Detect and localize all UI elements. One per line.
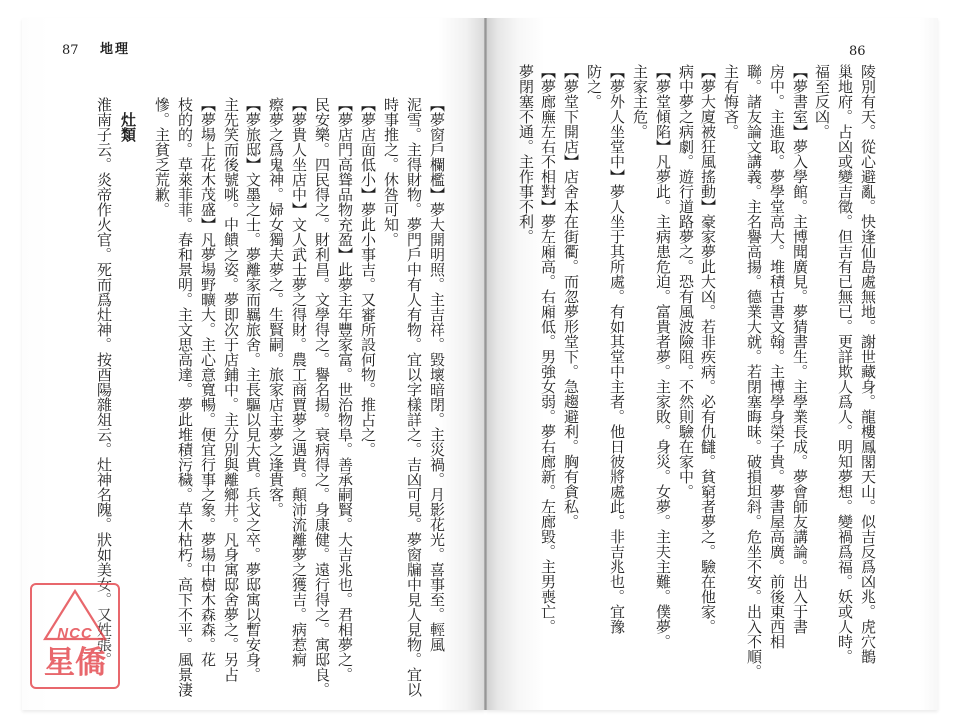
text-column: 枝的的。草萊菲菲。春和景明。主文思高達。夢此堆積污穢。草木枯朽。高下不平。風景淒 <box>176 97 194 697</box>
right-page-number: 86 <box>849 44 866 59</box>
watermark-latin-text: NCC <box>57 625 93 642</box>
text-column: 【夢書室】夢入學館。主博聞廣見。夢猜書生。主學業長成。夢會師友講論。出入于書 <box>791 64 809 634</box>
text-column: 【夢堂傾陷】凡夢此。主病患危迫。富貴者夢。主家敗。身災。女夢。主夫主難。僕夢。 <box>654 64 672 649</box>
text-column: 時事推之。休咎可知。 <box>382 97 400 247</box>
book-gutter <box>484 18 487 710</box>
ncc-watermark-logo <box>30 583 120 689</box>
text-column: 福至反凶。 <box>813 64 831 139</box>
text-column: 房中。主進取。夢學堂高大。堆積古書文翰。主博學身榮子貴。夢書屋高廣。前後東西相 <box>768 64 786 649</box>
text-column: 【夢場上花木茂盛】凡夢場野曠大。主心意寬暢。便宜行事之象。夢場中樹木森森。花 <box>199 97 217 667</box>
text-column: 【夢旅邸】文墨之士。夢離家而羈旅舍。主長驅以見大貴。兵戈之卒。夢邸寓以暫安身。 <box>244 97 262 682</box>
text-column: 夢閉塞不通。主作事不利。 <box>517 64 535 244</box>
text-column: 主先笑而後號咷。中饋之姿。夢即次于店鋪中。主分別與離鄉井。凡身寓邸舍夢之。另占 <box>222 97 240 682</box>
left-page-number: 87 <box>62 43 79 58</box>
text-column: 【夢大廈被狂風搖動】豪家夢此大凶。若非疾病。必有仇讎。貧窮者夢之。驗在他家。 <box>699 64 717 634</box>
text-column: 【夢店面低小】夢此小事吉。又審所設何物。推占之。 <box>359 97 377 457</box>
text-column: 【夢堂下開店】店舍本在街衢。而忽夢形堂下。急趨避利。胸有貪私。 <box>562 64 580 529</box>
text-column: 民安樂。四民得之。財利昌。文學得之。譽名揚。衰病得之。身康健。遠行得之。寓邸良。 <box>313 97 331 697</box>
text-column: 泥雪。主得財物。夢門戶中有人有物。宜以字樣詳之。吉凶可見。夢窗牖中見人見物。宜以 <box>405 97 423 697</box>
text-column: 巢地府。占凶或變吉徵。但吉有已無已。更詳欺人爲人。明知夢想。變禍爲福。妖或人時。 <box>836 64 854 664</box>
text-column: 瘵夢之爲鬼神。婦女獨夫夢之。生賢嗣。旅家店主夢之逢貴客。 <box>267 97 285 517</box>
text-column: 聯。諸友論文講義。主名譽高揚。德業大就。若閉塞晦昧。破損坦斜。危坐不安。出入不順。 <box>745 64 763 679</box>
text-column: 防之。 <box>585 64 603 109</box>
text-column: 病中夢之病劇。遊行道路夢之。恐有風波險阻。不然則驗在家中。 <box>677 64 695 499</box>
section-heading: 灶類 <box>119 112 137 142</box>
running-head: 地理 <box>100 42 131 57</box>
text-column: 【夢廊廡左右不相對】夢左廂高。右廂低。男強女弱。夢右廊新。左廊毀。主男喪亡。 <box>539 64 557 634</box>
text-column: 【夢店門高聳品物充盈】此夢主年豐家富。世治物阜。善承嗣賢。大吉兆也。君相夢之。 <box>336 97 354 682</box>
text-column: 主家主危。 <box>631 64 649 139</box>
text-column: 【夢貴人坐店中】文人武士夢之得財。農工商賈夢之遇貴。顛沛流離夢之獲吉。病惹痾 <box>290 97 308 667</box>
text-column: 【夢外人坐堂中】夢人坐于其所處。有如其堂中主者。他日彼將處此。非吉兆也。宜豫 <box>608 64 626 634</box>
text-column: 慘。主貧乏荒歉。 <box>153 97 171 217</box>
text-column: 主有悔吝。 <box>722 64 740 139</box>
right-page <box>486 18 938 710</box>
text-column: 【夢窗戶欄檻】夢大開明照。主吉祥。毀壞暗閉。主災禍。月影花光。喜事至。輕風 <box>428 97 446 652</box>
text-column: 陵別有天。從心避亂。快逢仙島處無地。謝世藏身。龍樓鳳閣天山。似吉反爲凶兆。虎穴鵲 <box>859 64 877 664</box>
watermark-chinese-text: 星僑 <box>44 645 106 681</box>
text-column: 淮南子云。炎帝作火官。死而爲灶神。按酉陽雜俎云。灶神名隗。狀如美女。又姓張。 <box>95 97 113 667</box>
